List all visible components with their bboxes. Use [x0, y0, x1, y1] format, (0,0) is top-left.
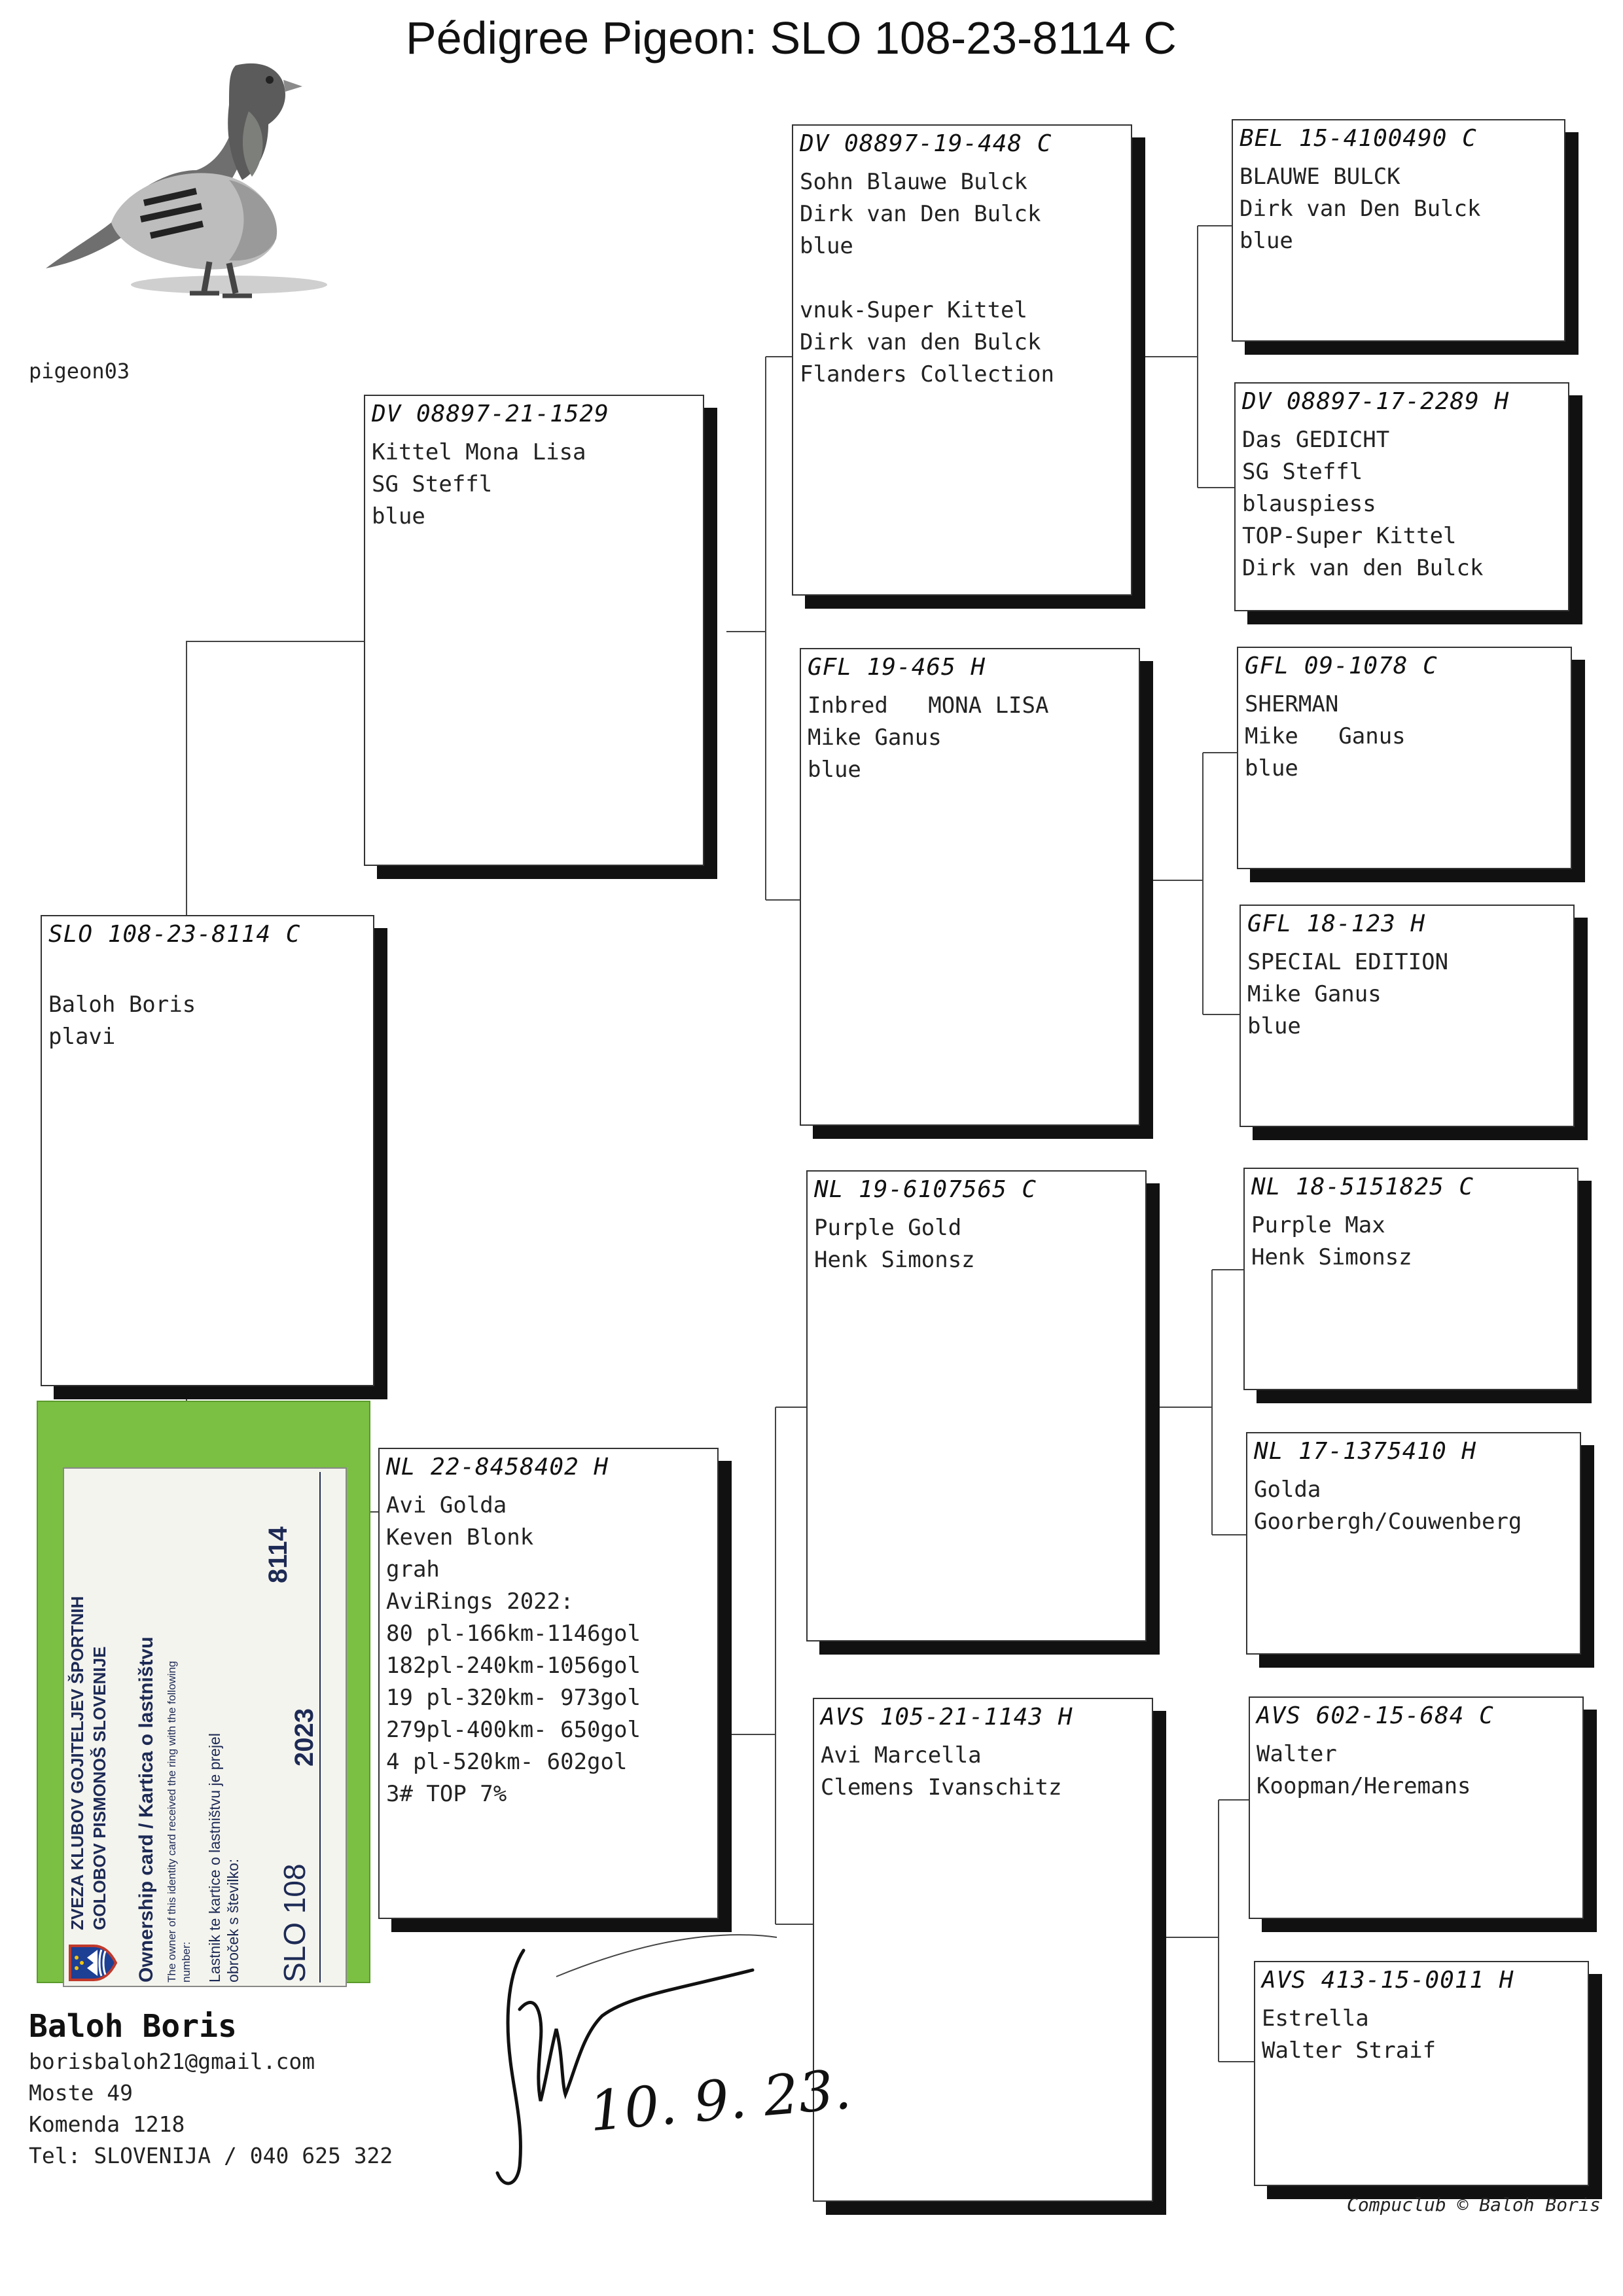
ownership-card-panel — [63, 1467, 347, 1987]
sire-sire-ring-number: DV 08897-19-448 C — [800, 130, 1052, 157]
card-org-line-2: GOLOBOV PISMONOŠ SLOVENIJE — [90, 1646, 109, 1930]
dam-sire-line: Henk Simonsz — [814, 1247, 975, 1273]
ggp-ring-number: DV 08897-17-2289 H — [1242, 388, 1510, 415]
sire-dam-line: blue — [808, 757, 861, 783]
ggp-line: Purple Max — [1251, 1212, 1385, 1238]
dam-line: AviRings 2022: — [386, 1588, 574, 1615]
sire-sire-box — [792, 124, 1132, 596]
dam-box — [378, 1448, 719, 1919]
sire-sire-line: blue — [800, 233, 853, 259]
card-title: Ownership card / Kartica o lastništvu — [135, 1636, 157, 1982]
ggp-line: Estrella — [1262, 2005, 1369, 2032]
dam-dam-line: Avi Marcella — [821, 1742, 982, 1768]
ggp-line: Dirk van den Bulck — [1242, 555, 1484, 581]
dam-line: 182pl-240km-1056gol — [386, 1653, 641, 1679]
ggp-ring-number: NL 17-1375410 H — [1254, 1438, 1477, 1465]
ggp-line: blauspiess — [1242, 491, 1376, 517]
pigeon-image-label: pigeon03 — [29, 359, 130, 384]
ggp-box-7 — [1249, 1696, 1584, 1919]
ggp-line: SPECIAL EDITION — [1247, 949, 1449, 975]
card-org-line-1: ZVEZA KLUBOV GOJITELJEV ŠPORTNIH — [67, 1596, 87, 1930]
dam-line: 4 pl-520km- 602gol — [386, 1749, 628, 1775]
card-slovene-note-2: obroček s številko: — [224, 1858, 241, 1982]
page-title: Pédigree Pigeon: SLO 108-23-8114 C — [406, 12, 1177, 63]
ownership-card-content — [67, 1472, 342, 1982]
dam-line: 80 pl-166km-1146gol — [386, 1621, 641, 1647]
sire-line: blue — [372, 503, 425, 529]
ggp-line: blue — [1247, 1013, 1301, 1039]
sire-dam-line: Inbred MONA LISA — [808, 692, 1049, 719]
subject-ring-number: SLO 108-23-8114 C — [48, 921, 301, 948]
ggp-line: Dirk van Den Bulck — [1240, 196, 1481, 222]
dam-line: 19 pl-320km- 973gol — [386, 1685, 641, 1711]
ggp-box-5 — [1243, 1168, 1578, 1390]
sire-sire-line: vnuk-Super Kittel — [800, 297, 1027, 323]
dam-sire-ring-number: NL 19-6107565 C — [814, 1176, 1037, 1203]
ggp-ring-number: BEL 15-4100490 C — [1240, 125, 1477, 152]
ggp-line: TOP-Super Kittel — [1242, 523, 1457, 549]
ggp-ring-number: GFL 18-123 H — [1247, 910, 1426, 937]
ggp-box-8 — [1254, 1961, 1589, 2186]
dam-dam-box — [813, 1698, 1153, 2202]
dam-dam-ring-number: AVS 105-21-1143 H — [821, 1704, 1073, 1731]
dam-line: Keven Blonk — [386, 1524, 534, 1551]
dam-line: 279pl-400km- 650gol — [386, 1717, 641, 1743]
ggp-ring-number: AVS 602-15-684 C — [1257, 1702, 1494, 1729]
sire-sire-line: Dirk van Den Bulck — [800, 201, 1041, 227]
card-underline — [319, 1472, 321, 1982]
subject-owner: Baloh Boris — [48, 992, 196, 1018]
sire-ring-number: DV 08897-21-1529 — [372, 401, 609, 427]
ggp-line: Mike Ganus — [1245, 723, 1406, 749]
owner-phone: Tel: SLOVENIJA / 040 625 322 — [29, 2143, 393, 2168]
ggp-line: Walter Straif — [1262, 2037, 1436, 2064]
ggp-line: blue — [1245, 755, 1298, 781]
dam-sire-box — [806, 1170, 1147, 1641]
footer-credit: Compuclub © Baloh Boris — [1347, 2194, 1601, 2215]
card-ring-number: 8114 — [264, 1526, 293, 1583]
dam-dam-line: Clemens Ivanschitz — [821, 1774, 1062, 1801]
ggp-line: Koopman/Heremans — [1257, 1773, 1471, 1799]
card-english-note-1: The owner of this identity card received the ring with the following — [166, 1660, 178, 1982]
owner-contact-block — [29, 2007, 393, 2172]
ggp-ring-number: AVS 413-15-0011 H — [1262, 1967, 1514, 1994]
owner-street: Moste 49 — [29, 2080, 133, 2106]
ggp-box-3 — [1237, 647, 1572, 869]
card-year: 2023 — [290, 1708, 319, 1767]
ggp-box-1 — [1232, 119, 1565, 342]
dam-ring-number: NL 22-8458402 H — [386, 1454, 609, 1480]
ggp-line: SG Steffl — [1242, 459, 1363, 485]
ggp-ring-number: GFL 09-1078 C — [1245, 653, 1438, 679]
ggp-line: Goorbergh/Couwenberg — [1254, 1509, 1522, 1535]
dam-line: 3# TOP 7% — [386, 1781, 507, 1807]
ggp-line: blue — [1240, 228, 1293, 254]
card-english-note-2: number: — [180, 1941, 192, 1982]
sire-line: SG Steffl — [372, 471, 493, 497]
ggp-line: Das GEDICHT — [1242, 427, 1390, 453]
ggp-line: Mike Ganus — [1247, 981, 1382, 1007]
owner-city: Komenda 1218 — [29, 2111, 185, 2137]
ggp-line: BLAUWE BULCK — [1240, 164, 1400, 190]
ggp-line: SHERMAN — [1245, 691, 1339, 717]
sire-dam-box — [800, 648, 1140, 1126]
ggp-box-2 — [1234, 382, 1569, 611]
sire-sire-line: Sohn Blauwe Bulck — [800, 169, 1027, 195]
owner-name: Baloh Boris — [29, 2008, 237, 2045]
subject-color: plavi — [48, 1024, 116, 1050]
ggp-line: Walter — [1257, 1741, 1337, 1767]
subject-line-spacer — [48, 957, 366, 989]
sire-dam-ring-number: GFL 19-465 H — [808, 654, 986, 681]
ggp-box-4 — [1240, 905, 1575, 1127]
card-country-club: SLO 108 — [277, 1863, 312, 1982]
subject-pigeon-box — [41, 915, 374, 1386]
sire-sire-line: Dirk van den Bulck — [800, 329, 1041, 355]
owner-email[interactable]: borisbaloh21@gmail.com — [29, 2049, 315, 2074]
sire-dam-line: Mike Ganus — [808, 725, 942, 751]
dam-sire-line: Purple Gold — [814, 1215, 962, 1241]
ggp-line: Golda — [1254, 1477, 1321, 1503]
sire-sire-line — [800, 262, 1124, 295]
sire-line: Kittel Mona Lisa — [372, 439, 586, 465]
sire-box — [364, 395, 704, 866]
handwritten-signature — [478, 1931, 818, 2193]
dam-line: Avi Golda — [386, 1492, 507, 1518]
ggp-box-6 — [1246, 1432, 1581, 1655]
dam-line: grah — [386, 1556, 440, 1583]
ownership-card — [37, 1401, 370, 1983]
handwritten-date: 10. 9. 23. — [586, 2056, 854, 2144]
card-slovene-note-1: Lastnik te kartice o lastništvu je prejel — [206, 1733, 223, 1982]
ggp-line: Henk Simonsz — [1251, 1244, 1412, 1270]
ggp-ring-number: NL 18-5151825 C — [1251, 1174, 1474, 1200]
sire-sire-line: Flanders Collection — [800, 361, 1054, 387]
slovenia-crest-icon — [67, 1943, 117, 1982]
